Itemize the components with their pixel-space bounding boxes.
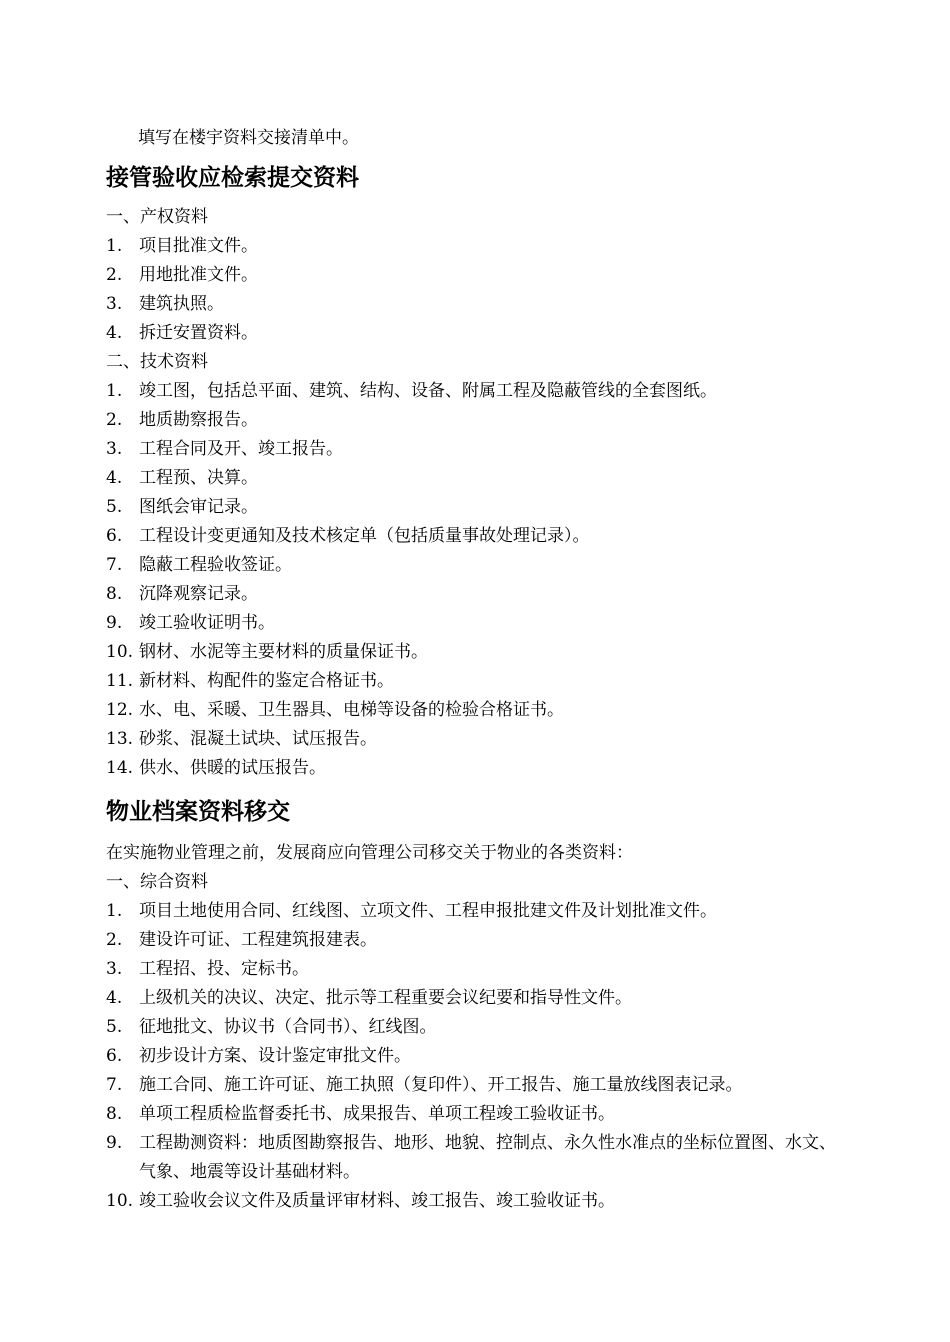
list-item — [106, 1187, 850, 1216]
item-number: 3. — [106, 959, 123, 979]
item-text: 工程合同及开、竣工报告。 — [139, 439, 343, 459]
list-item — [106, 1013, 850, 1042]
section1-group1-heading: 一、产权资料 — [106, 207, 208, 227]
item-text: 砂浆、混凝土试块、试压报告。 — [139, 729, 377, 749]
section1-group1-list — [106, 232, 850, 348]
item-text: 工程勘测资料：地质图勘察报告、地形、地貌、控制点、永久性水准点的坐标位置图、水文、气象、地震等设计基础材料。 — [139, 1133, 836, 1182]
item-text: 图纸会审记录。 — [139, 497, 258, 517]
section2-intro: 在实施物业管理之前，发展商应向管理公司移交关于物业的各类资料： — [106, 843, 633, 863]
item-number: 13. — [106, 729, 134, 749]
list-item — [106, 406, 850, 435]
item-text: 供水、供暖的试压报告。 — [139, 758, 326, 778]
item-text: 沉降观察记录。 — [139, 584, 258, 604]
list-item — [106, 261, 850, 290]
list-item — [106, 1100, 850, 1129]
item-number: 10. — [106, 642, 134, 662]
section2-group1-list — [106, 897, 850, 1216]
item-text: 项目土地使用合同、红线图、立项文件、工程申报批建文件及计划批准文件。 — [139, 901, 717, 921]
section1-group2-heading: 二、技术资料 — [106, 352, 208, 372]
list-item — [106, 551, 850, 580]
item-text: 上级机关的决议、决定、批示等工程重要会议纪要和指导性文件。 — [139, 988, 632, 1008]
list-item — [106, 609, 850, 638]
item-text: 施工合同、施工许可证、施工执照（复印件）、开工报告、施工量放线图表记录。 — [139, 1075, 743, 1095]
list-item — [106, 580, 850, 609]
item-text: 地质勘察报告。 — [139, 410, 258, 430]
item-text: 竣工验收会议文件及质量评审材料、竣工报告、竣工验收证书。 — [139, 1191, 615, 1211]
list-item — [106, 290, 850, 319]
section2-title: 物业档案资料移交 — [106, 799, 290, 825]
intro-line: 填写在楼宇资料交接清单中。 — [138, 128, 359, 148]
item-number: 9. — [106, 1133, 123, 1153]
list-item — [106, 926, 850, 955]
item-text: 钢材、水泥等主要材料的质量保证书。 — [139, 642, 428, 662]
item-number: 1. — [106, 236, 123, 256]
item-text: 建设许可证、工程建筑报建表。 — [139, 930, 377, 950]
item-number: 3. — [106, 439, 123, 459]
item-text: 拆迁安置资料。 — [139, 323, 258, 343]
item-number: 2. — [106, 410, 123, 430]
section2-group1-heading: 一、综合资料 — [106, 872, 208, 892]
item-number: 2. — [106, 930, 123, 950]
item-text: 隐蔽工程验收签证。 — [139, 555, 292, 575]
item-number: 4. — [106, 988, 123, 1008]
list-item — [106, 493, 850, 522]
item-number: 10. — [106, 1191, 134, 1211]
item-number: 11. — [106, 671, 134, 691]
item-text: 征地批文、协议书（合同书）、红线图。 — [139, 1017, 437, 1037]
list-item — [106, 522, 850, 551]
item-number: 3. — [106, 294, 123, 314]
item-number: 14. — [106, 758, 134, 778]
item-text: 用地批准文件。 — [139, 265, 258, 285]
item-text: 新材料、构配件的鉴定合格证书。 — [139, 671, 394, 691]
section1-group2-list — [106, 377, 850, 783]
list-item — [106, 1042, 850, 1071]
item-text: 水、电、采暖、卫生器具、电梯等设备的检验合格证书。 — [139, 700, 564, 720]
item-number: 5. — [106, 1017, 123, 1037]
list-item — [106, 725, 850, 754]
item-text: 工程设计变更通知及技术核定单（包括质量事故处理记录）。 — [139, 526, 590, 546]
item-text: 项目批准文件。 — [139, 236, 258, 256]
list-item — [106, 984, 850, 1013]
item-number: 8. — [106, 584, 123, 604]
item-text: 初步设计方案、设计鉴定审批文件。 — [139, 1046, 411, 1066]
item-number: 1. — [106, 901, 123, 921]
list-item — [106, 955, 850, 984]
item-number: 7. — [106, 1075, 123, 1095]
list-item — [106, 319, 850, 348]
item-number: 2. — [106, 265, 123, 285]
list-item — [106, 464, 850, 493]
item-number: 12. — [106, 700, 134, 720]
list-item — [106, 377, 850, 406]
item-text: 工程招、投、定标书。 — [139, 959, 309, 979]
item-number: 4. — [106, 323, 123, 343]
item-number: 8. — [106, 1104, 123, 1124]
list-item — [106, 696, 850, 725]
list-item — [106, 667, 850, 696]
item-text: 建筑执照。 — [139, 294, 224, 314]
item-number: 5. — [106, 497, 123, 517]
item-number: 6. — [106, 1046, 123, 1066]
item-number: 4. — [106, 468, 123, 488]
item-text: 竣工图，包括总平面、建筑、结构、设备、附属工程及隐蔽管线的全套图纸。 — [139, 381, 717, 401]
item-number: 9. — [106, 613, 123, 633]
list-item — [106, 754, 850, 783]
item-number: 1. — [106, 381, 123, 401]
list-item — [106, 638, 850, 667]
section1-title: 接管验收应检索提交资料 — [106, 165, 359, 191]
item-number: 6. — [106, 526, 123, 546]
list-item — [106, 897, 850, 926]
list-item — [106, 1129, 850, 1187]
list-item — [106, 232, 850, 261]
item-number: 7. — [106, 555, 123, 575]
item-text: 工程预、决算。 — [139, 468, 258, 488]
list-item — [106, 435, 850, 464]
item-text: 竣工验收证明书。 — [139, 613, 275, 633]
item-text: 单项工程质检监督委托书、成果报告、单项工程竣工验收证书。 — [139, 1104, 615, 1124]
list-item — [106, 1071, 850, 1100]
